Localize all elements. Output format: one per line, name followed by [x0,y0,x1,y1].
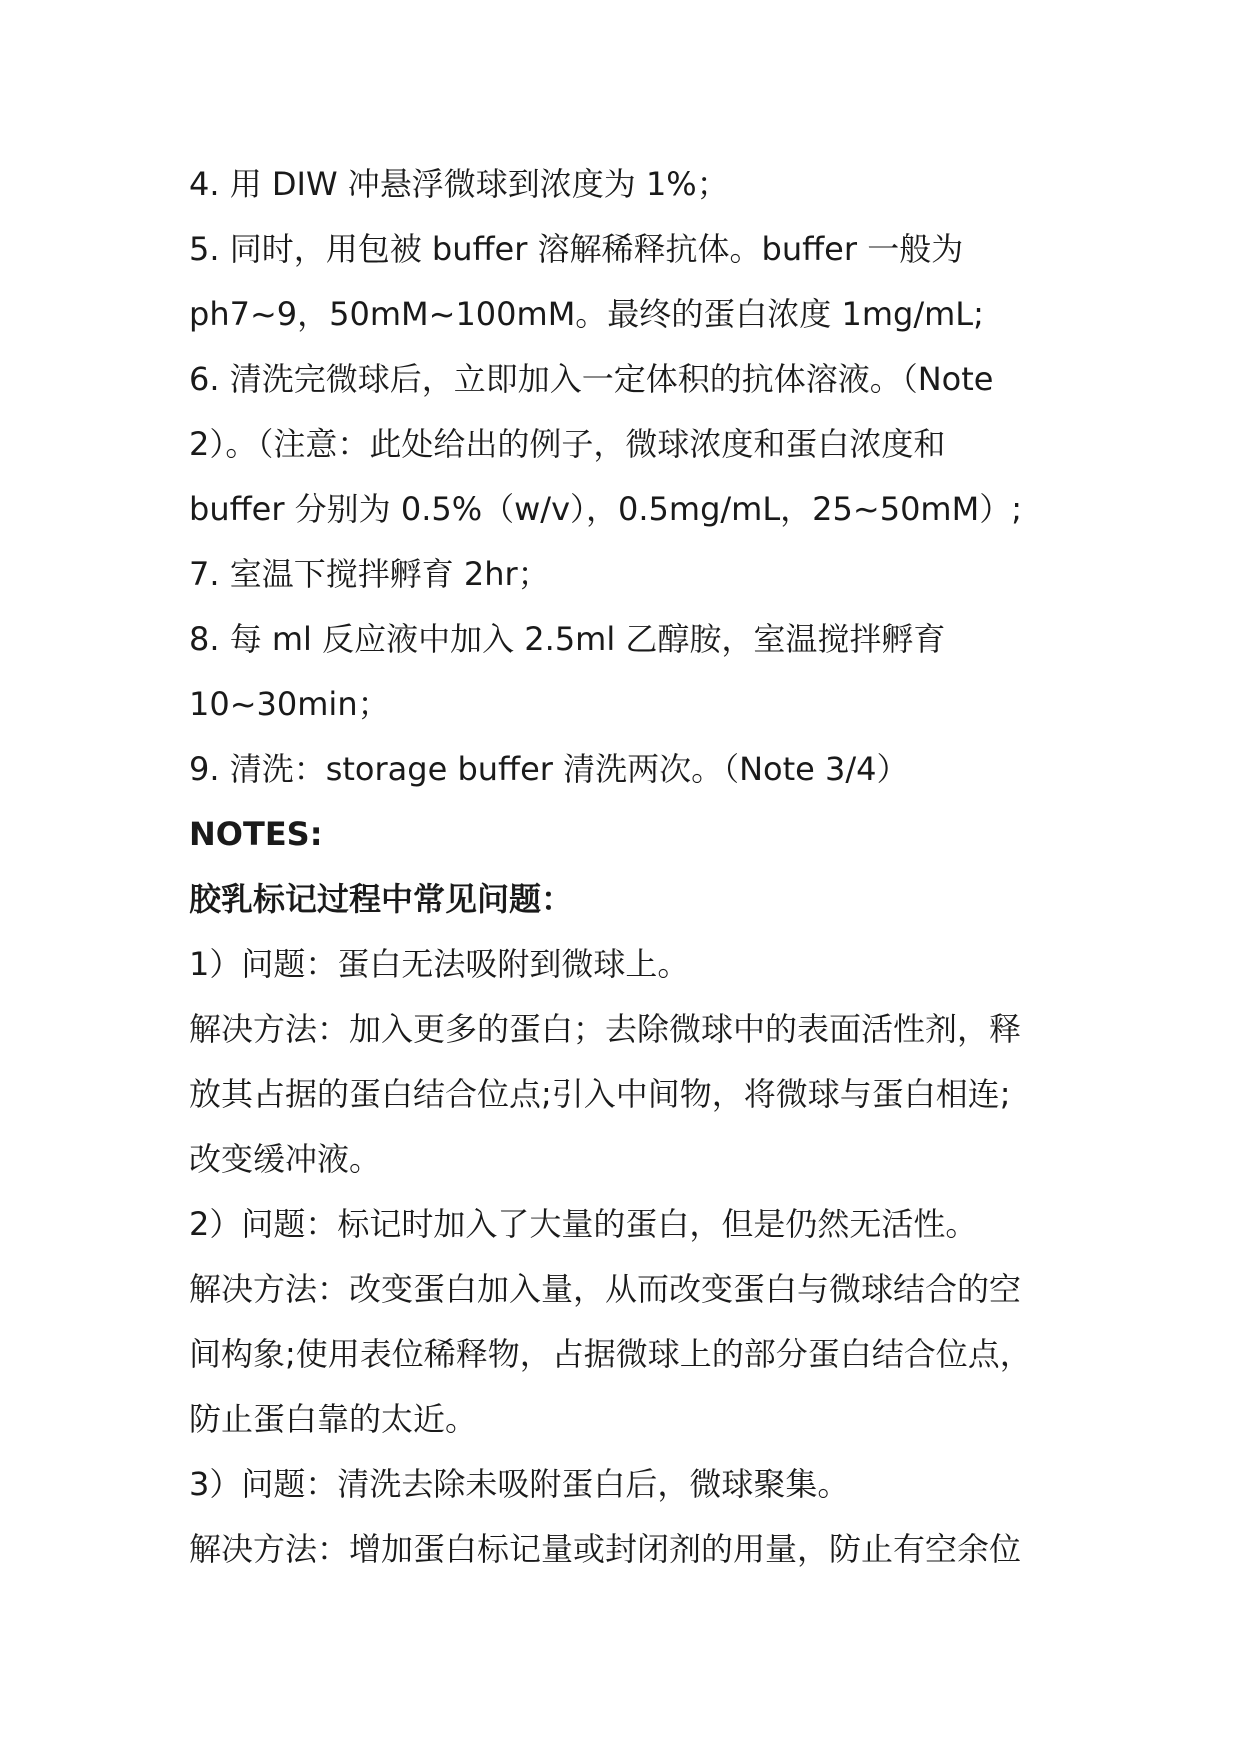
solution-3-line: 解决方法：增加蛋白标记量或封闭剂的用量，防止有空余位 [189,1530,1022,1568]
solution-1-end-line: 改变缓冲液。 [189,1140,382,1178]
problem-2-line: 2）问题：标记时加入了大量的蛋白，但是仍然无活性。 [189,1205,978,1243]
solution-2-continued-line: 间构象;使用表位稀释物，占据微球上的部分蛋白结合位点， [189,1335,1032,1373]
step-5-continued-line: ph7~9，50mM~100mM。最终的蛋白浓度 1mg/mL; [189,295,984,333]
step-8-line: 8. 每 ml 反应液中加入 2.5ml 乙醇胺，室温搅拌孵育 [189,620,946,658]
notes-heading: NOTES: [189,815,323,853]
step-6-note-continued-line: buffer 分别为 0.5%（w/v），0.5mg/mL，25~50mM）; [189,490,1022,528]
step-4-line: 4. 用 DIW 冲悬浮微球到浓度为 1%； [189,165,729,203]
document-page [189,152,1059,1582]
step-8-continued-line: 10~30min； [189,685,390,723]
solution-2-line: 解决方法：改变蛋白加入量，从而改变蛋白与微球结合的空 [189,1270,1022,1308]
step-6-note-line: 2）。（注意：此处给出的例子，微球浓度和蛋白浓度和 [189,425,946,463]
solution-2-end-line: 防止蛋白靠的太近。 [189,1400,478,1438]
solution-1-continued-line: 放其占据的蛋白结合位点;引入中间物，将微球与蛋白相连; [189,1075,1011,1113]
solution-1-line: 解决方法：加入更多的蛋白；去除微球中的表面活性剂，释 [189,1010,1022,1048]
step-6-line: 6. 清洗完微球后，立即加入一定体积的抗体溶液。（Note [189,360,994,398]
step-7-line: 7. 室温下搅拌孵育 2hr； [189,555,550,593]
step-9-line: 9. 清洗：storage buffer 清洗两次。（Note 3/4） [189,750,909,788]
problem-3-line: 3）问题：清洗去除未吸附蛋白后，微球聚集。 [189,1465,850,1503]
common-problems-heading: 胶乳标记过程中常见问题： [189,880,574,918]
problem-1-line: 1）问题：蛋白无法吸附到微球上。 [189,945,690,983]
step-5-line: 5. 同时，用包被 buffer 溶解稀释抗体。buffer 一般为 [189,230,964,268]
